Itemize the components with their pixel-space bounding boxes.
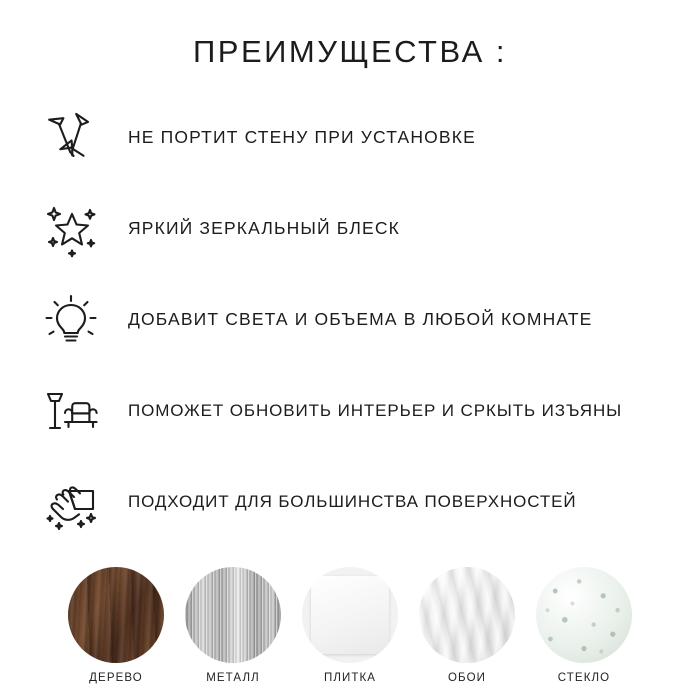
wood-swatch: [68, 567, 164, 663]
cleaning-hand-icon: [28, 459, 114, 545]
nails-icon: [28, 95, 114, 181]
material-label: ОБОИ: [448, 672, 486, 684]
materials-row: [0, 567, 700, 684]
material-wood: [67, 567, 165, 684]
feature-label: НЕ ПОРТИТ СТЕНУ ПРИ УСТАНОВКЕ: [128, 127, 476, 147]
material-glass: [535, 567, 633, 684]
glass-swatch: [536, 567, 632, 663]
material-label: СТЕКЛО: [557, 672, 611, 684]
material-label: ПЛИТКА: [323, 672, 377, 684]
material-label: МЕТАЛЛ: [206, 672, 260, 684]
list-item: [28, 456, 678, 547]
feature-label: ПОДХОДИТ ДЛЯ БОЛЬШИНСТВА ПОВЕРХНОСТЕЙ: [128, 491, 577, 511]
list-item: [28, 274, 678, 365]
material-metal: [184, 567, 282, 684]
feature-label: ДОБАВИТ СВЕТА И ОБЪЕМА В ЛЮБОЙ КОМНАТЕ: [128, 309, 593, 329]
material-label: ДЕРЕВО: [89, 672, 143, 684]
material-tile: [301, 567, 399, 684]
sparkle-star-icon: [28, 186, 114, 272]
page-title: ПРЕИМУЩЕСТВА :: [192, 34, 507, 69]
sofa-lamp-icon: [28, 368, 114, 454]
feature-label: ЯРКИЙ ЗЕРКАЛЬНЫЙ БЛЕСК: [128, 218, 401, 238]
list-item: [28, 183, 678, 274]
list-item: [28, 92, 678, 183]
list-item: [28, 365, 678, 456]
feature-label: ПОМОЖЕТ ОБНОВИТЬ ИНТЕРЬЕР И СРКЫТЬ ИЗЪЯНЫ: [128, 400, 623, 420]
tile-swatch: [302, 567, 398, 663]
lightbulb-icon: [28, 277, 114, 363]
metal-swatch: [185, 567, 281, 663]
material-wallpaper: [418, 567, 516, 684]
feature-list: [0, 92, 700, 547]
wallpaper-swatch: [419, 567, 515, 663]
